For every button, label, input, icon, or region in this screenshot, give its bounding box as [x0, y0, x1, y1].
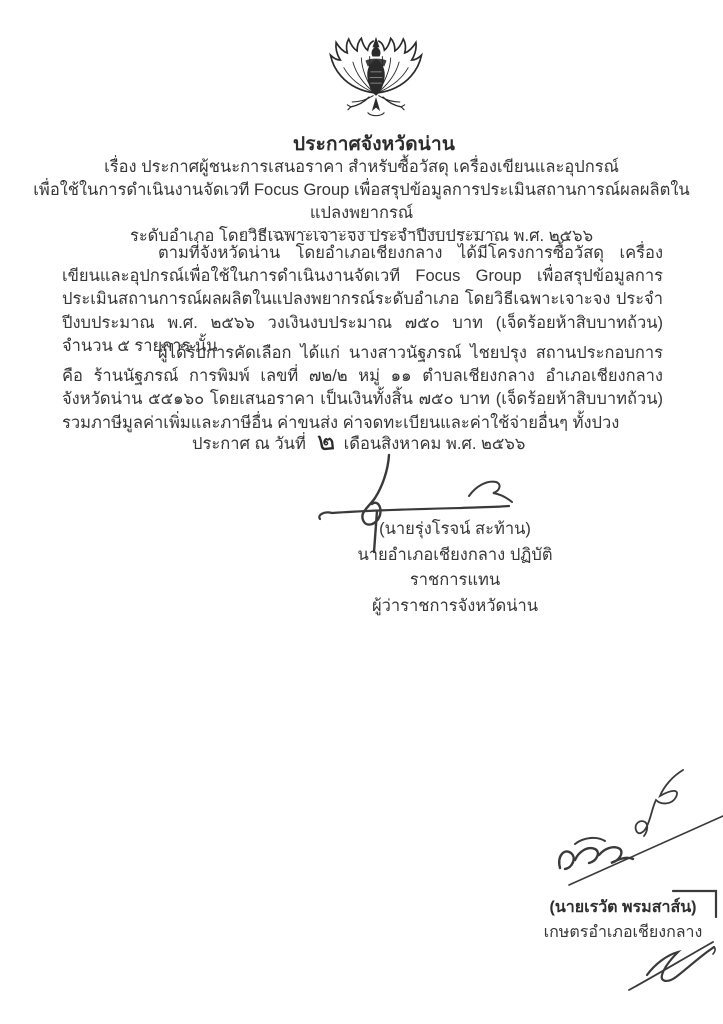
subject-block	[30, 156, 693, 248]
secondary-signature-icon	[523, 756, 723, 1018]
date-suffix: เดือนสิงหาคม พ.ศ. ๒๕๖๖	[343, 435, 526, 453]
secondary-signer-title: เกษตรอำเภอเชียงกลาง	[543, 924, 703, 941]
primary-signer-title-1: นายอำเภอเชียงกลาง ปฏิบัติราชการแทน	[357, 545, 553, 589]
body-paragraph-2: ผู้ได้รับการคัดเลือก ได้แก่ นางสาวนัฐภรณ์ ไชยปรุง สถานประกอบการ คือ ร้านนัฐภรณ์ การพิมพ์ เลขที่ ๗๒/๒ หมู่ ๑๑ ตำบลเชียงกลาง อำเภอเชียงกลาง จังหวัดน่าน ๕๕๑๖๐ โดยเสนอราคา เป็นเงินทั้งสิ้น ๗๕๐ บาท (เจ็ดร้อยห้าสิบบาทถ้วน) รวมภาษีมูลค่าเพิ่มและภาษีอื่น ค่าขนส่ง ค่าจดทะเบียนและค่าใช้จ่ายอื่นๆ ทั้งปวง	[62, 344, 663, 432]
primary-signer-title-2: ผู้ว่าราชการจังหวัดน่าน	[371, 596, 539, 615]
primary-signer-name: (นายรุ่งโรจน์ สะท้าน)	[379, 520, 531, 538]
garuda-emblem-icon	[327, 34, 425, 128]
body-paragraph-1: ตามที่จังหวัดน่าน โดยอำเภอเชียงกลาง ได้มีโครงการซื้อวัสดุ เครื่องเขียนและอุปกรณ์เพื่อใช้ในการดำเนินงานจัดเวที Focus Group เพื่อสรุปข้อมูลการประเมินสถานการณ์ผลผลิตในแปลงพยากรณ์ระดับอำเภอ โดยวิธีเฉพาะเจาะจง ประจำปีงบประมาณ พ.ศ. ๒๕๖๖ วงเงินงบประมาณ ๗๕๐ บาท (เจ็ดร้อยห้าสิบบาทถ้วน) จำนวน ๕ รายการ นั้น	[62, 244, 663, 355]
subject-line-2: เพื่อใช้ในการดำเนินงานจัดเวที Focus Group เพื่อสรุปข้อมูลการประเมินสถานการณ์ผลผลิตในแปลงพยากรณ์	[33, 181, 690, 222]
subject-line-1: เรื่อง ประกาศผู้ชนะการเสนอราคา สำหรับซื้อวัสดุ เครื่องเขียนและอุปกรณ์	[104, 158, 619, 176]
secondary-signer-name: (นายเรวัต พรมสาส์น)	[549, 899, 697, 916]
handwritten-day-numeral: ๒	[315, 425, 337, 457]
date-prefix: ประกาศ ณ วันที่	[192, 435, 306, 453]
page-title: ประกาศจังหวัดน่าน	[292, 134, 456, 155]
subject-line-3: ระดับอำเภอ โดยวิธีเฉพาะเจาะจง ประจำปีงบประมาณ พ.ศ. ๒๕๖๖	[129, 227, 594, 245]
primary-signer-block	[330, 517, 580, 619]
dashed-separator	[243, 231, 495, 232]
